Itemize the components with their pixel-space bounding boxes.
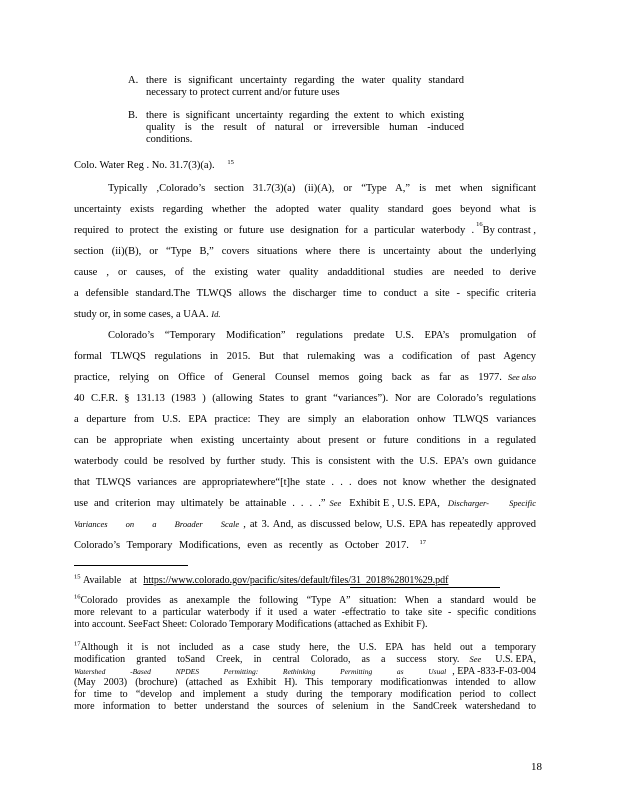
para2-line-3-text: practice, relying on Office of General Counsel memos going back as far as 1977.	[74, 372, 502, 383]
broader-scale-title: Variances on a Broader Scale	[74, 519, 240, 529]
footnote-16	[74, 595, 536, 630]
citation-text: Colo. Water Reg . No. 31.7(3)(a).	[74, 160, 215, 171]
para1-line-7-text: study or, in some cases, a UAA.	[74, 309, 209, 320]
list-item-a	[146, 75, 464, 99]
para1-line-3-tail: By contrast ,	[482, 225, 536, 236]
footnote-17-line-2-text: modification granted toSand Creek, in central Colorado, as a success story.	[74, 653, 460, 665]
footnote-16-line-1	[74, 595, 536, 607]
footnote-16-number: 16	[74, 593, 81, 601]
footnote-17-line-1-text: Although it is not included as a case study here, the U.S. EPA has held out a temporary	[80, 642, 536, 653]
para2-line-1: Colorado’s “Temporary Modification” regulations predate U.S. EPA’s promulgation of	[108, 330, 536, 341]
footnote-15-underline-extension	[350, 587, 500, 588]
footnote-17-epa-number: , EPA -833-F-03-004	[452, 665, 536, 677]
list-item-b	[146, 110, 464, 146]
para2-line-7: waterbody could be resolved by further study. This is consistent with the U.S. EPA’s own guidance	[74, 456, 536, 467]
para2-line-5: a departure from U.S. EPA practice: They are simply an elaboration onhow TLWQS variances	[74, 414, 536, 425]
list-item-a-line-1: there is significant uncertainty regarding the water quality standard	[146, 75, 464, 86]
footnote-15-number: 15	[74, 573, 81, 581]
id-citation: Id.	[211, 309, 221, 319]
para2-line-8: that TLWQS variances are appropriatewhere“[t]he state . . . does not know whether the designated	[74, 477, 536, 488]
para2-line-9-text: use and criterion may ultimately be attainable . . . .”	[74, 498, 326, 509]
para1-line-2: uncertainty exists regarding whether the adopted water quality standard goes beyond what is	[74, 204, 536, 215]
para2-line-6: can be appropriate when existing uncertainty about present or future conditions in a regulated	[74, 435, 536, 446]
list-marker-b: B.	[128, 110, 138, 121]
footnote-15-link[interactable]: https://www.colorado.gov/pacific/sites/default/files/31_2018%2801%29.pdf	[143, 575, 449, 586]
page-number: 18	[531, 761, 542, 773]
footnote-17-number: 17	[74, 640, 81, 648]
list-item-a-line-2: necessary to protect current and/or future uses	[146, 87, 340, 98]
footnote-17-brochure-title: Watershed -Based NPDES Permitting: Rethinking Permitting as Usual	[74, 666, 447, 676]
footnote-17	[74, 642, 536, 713]
footnote-17-agency: U.S. EPA,	[495, 653, 536, 665]
footnote-16-line-1-text: Colorado provides as anexample the following “Type A” situation: When a standard would be	[80, 595, 536, 606]
regulation-citation	[74, 160, 234, 171]
list-item-b-line-2: quality is the result of natural or irreversible human -induced	[146, 122, 464, 133]
footnote-ref-17[interactable]: 17	[419, 538, 427, 546]
footnote-separator	[74, 565, 188, 566]
footnote-16-line-2: more relevant to a particular waterbody if it used a water -effectratio to take site - specific conditions	[74, 606, 536, 618]
footnote-17-line-4: (May 2003) (brochure) (attached as Exhibit H). This temporary modificationwas intended to allow	[74, 677, 536, 689]
para1-line-1: Typically ,Colorado’s section 31.7(3)(a) (ii)(A), or “Type A,” is met when significant	[108, 183, 536, 194]
footnote-ref-15[interactable]: 15	[227, 158, 234, 166]
footnote-17-line-6: more information to better understand the sources of selenium in the SandCreek watershedand to	[74, 700, 536, 712]
para2-line-10	[74, 519, 536, 530]
exhibit-e-ref: Exhibit E , U.S. EPA,	[349, 498, 440, 509]
para2-line-11-text: Colorado’s Temporary Modifications, even as recently as October 2017.	[74, 540, 409, 551]
para2-line-4: 40 C.F.R. § 131.13 (1983 ) (allowing States to grant “variances”). Nor are Colorado’s regulations	[74, 393, 536, 404]
footnote-17-line-3	[74, 666, 536, 678]
para2-line-9	[74, 498, 536, 509]
list-marker-a: A.	[128, 75, 139, 86]
footnote-17-line-5: for time to “develop and implement a study during the temporary modification period to collect	[74, 689, 536, 701]
list-item-b-line-1: there is significant uncertainty regarding the extent to which existing	[146, 110, 464, 121]
para1-line-4: section (ii)(B), or “Type B,” covers situations where there is uncertainty about the underlying	[74, 246, 536, 257]
para1-line-3	[74, 221, 536, 236]
para1-line-5: cause , or causes, of the existing water quality andadditional studies are needed to derive	[74, 267, 536, 278]
footnote-ref-16[interactable]: 16	[476, 221, 483, 228]
para2-line-2: formal TLWQS regulations in 2015. But that rulemaking was a codification of past Agency	[74, 351, 536, 362]
para1-line-7	[74, 309, 220, 320]
para2-line-10-text: , at 3. And, as discussed below, U.S. EPA has repeatedly approved	[243, 519, 536, 530]
para2-line-11	[74, 540, 426, 551]
footnote-17-line-1	[74, 642, 536, 654]
see-also-signal: See also	[507, 372, 536, 382]
list-item-b-line-3: conditions.	[146, 134, 193, 145]
see-signal: See	[329, 498, 342, 508]
para1-line-3-text: required to protect the existing or future use designation for a particular waterbody .	[74, 225, 475, 236]
discharger-specific-title: Discharger- Specific	[447, 498, 536, 508]
para1-line-6: a defensible standard.The TLWQS allows the discharger time to conduct a site - specific criteria	[74, 288, 536, 299]
footnote-16-line-3: into account. SeeFact Sheet: Colorado Temporary Modifications (attached as Exhibit F).	[74, 618, 428, 630]
footnote-15-label: Available at	[83, 575, 137, 586]
para2-line-3	[74, 372, 536, 383]
footnote-17-see-signal: See	[469, 653, 482, 664]
footnote-15	[74, 575, 449, 586]
footnote-17-line-2	[74, 654, 536, 666]
